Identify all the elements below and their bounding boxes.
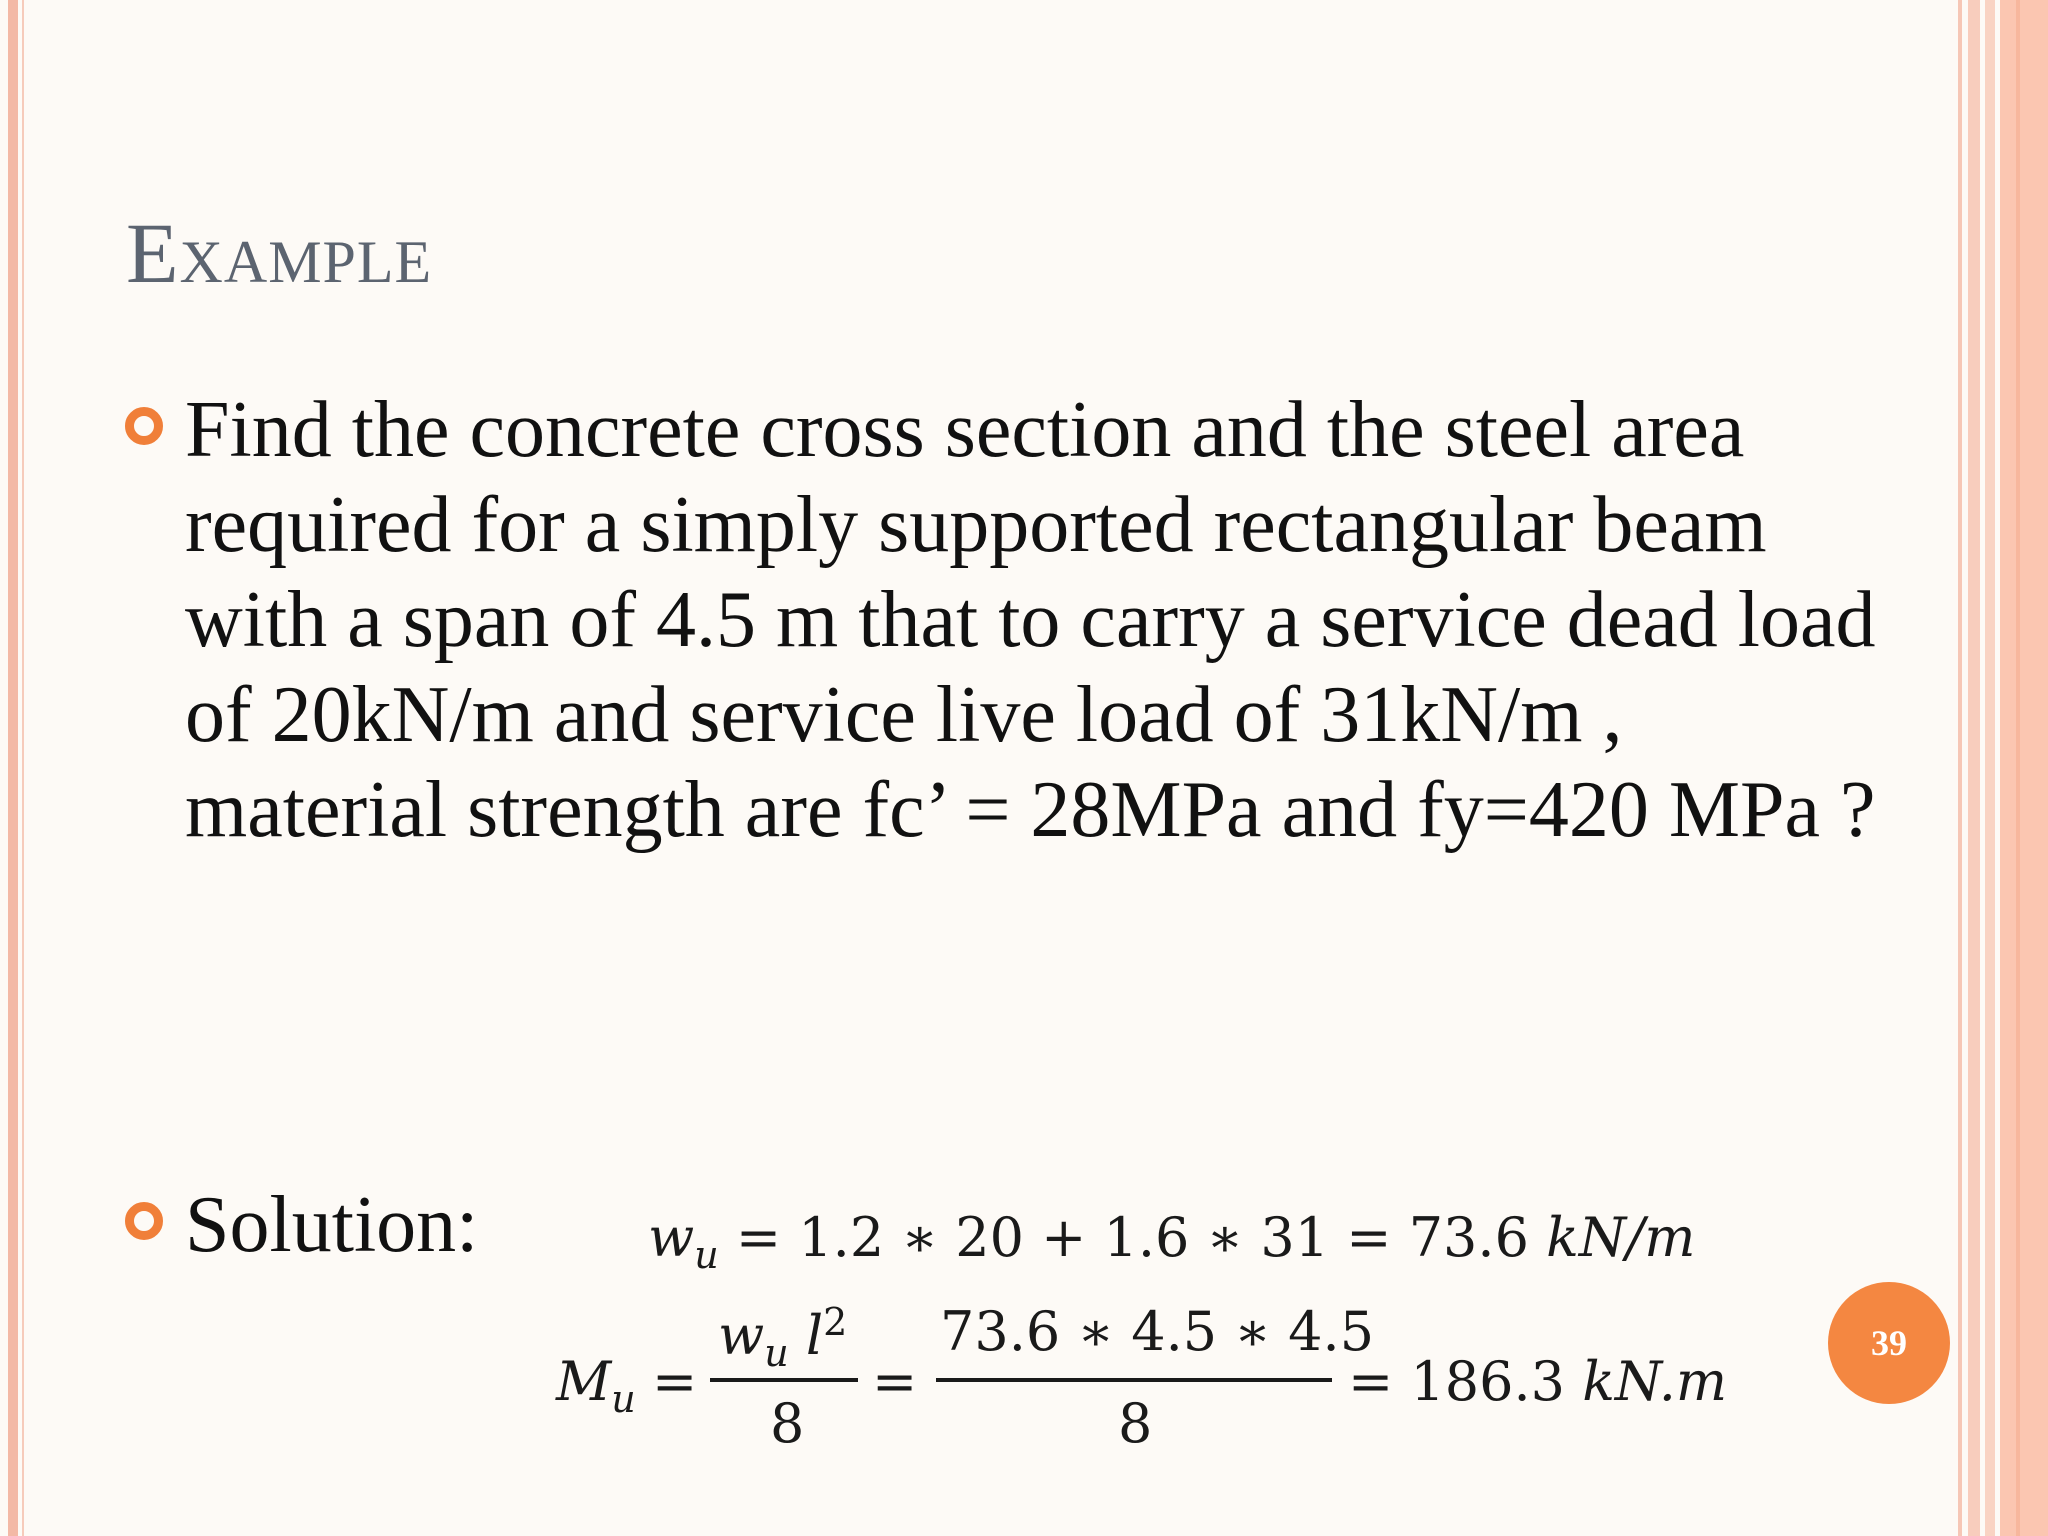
page-number-badge: 39 — [1828, 1282, 1950, 1404]
mu-symbol: M — [556, 1350, 612, 1413]
mu-unit: kN.m — [1582, 1350, 1728, 1413]
frac1-numerator-sub: u — [764, 1330, 789, 1375]
bullet-circle-icon — [125, 1202, 163, 1240]
wu-expression: = 1.2 ∗ 20 + 1.6 ∗ 31 = 73.6 — [735, 1206, 1529, 1269]
solution-label: Solution: — [185, 1181, 479, 1269]
frac2-numerator: 73.6 ∗ 4.5 ∗ 4.5 — [940, 1300, 1375, 1363]
wu-subscript: u — [694, 1232, 719, 1277]
fraction-bar — [936, 1378, 1332, 1382]
mu-result: = 186.3 — [1348, 1350, 1566, 1413]
problem-statement: Find the concrete cross section and the steel area required for a simply supported rectangular beam with a span of 4.5 m that to carry a service dead load of 20kN/m and service live load of 31kN/m , material strength are fc’ = 28MPa and fy=420 MPa ? — [185, 386, 1876, 854]
frac1-numerator-l: l — [805, 1304, 824, 1367]
frac1-numerator-w: w — [718, 1304, 765, 1367]
right-border-band — [2000, 0, 2048, 1536]
left-border-line — [22, 0, 24, 1536]
mu-subscript: u — [611, 1376, 636, 1421]
fraction-bar — [710, 1378, 858, 1382]
wu-unit: kN/m — [1546, 1206, 1696, 1269]
right-border-stripe — [2016, 0, 2020, 1536]
equals-sign: = — [652, 1350, 698, 1413]
bullet-circle-icon — [125, 407, 163, 445]
right-border-stripe — [1985, 0, 1995, 1536]
slide-title: Example — [126, 205, 433, 301]
frac1-numerator-sup: 2 — [823, 1300, 848, 1344]
right-border-stripe — [1968, 0, 1980, 1536]
wu-symbol: w — [648, 1206, 695, 1269]
right-border-stripe — [1958, 0, 1962, 1536]
left-border — [8, 0, 18, 1536]
frac2-denominator: 8 — [1118, 1392, 1153, 1455]
equals-sign: = — [872, 1350, 918, 1413]
frac1-denominator: 8 — [770, 1392, 805, 1455]
